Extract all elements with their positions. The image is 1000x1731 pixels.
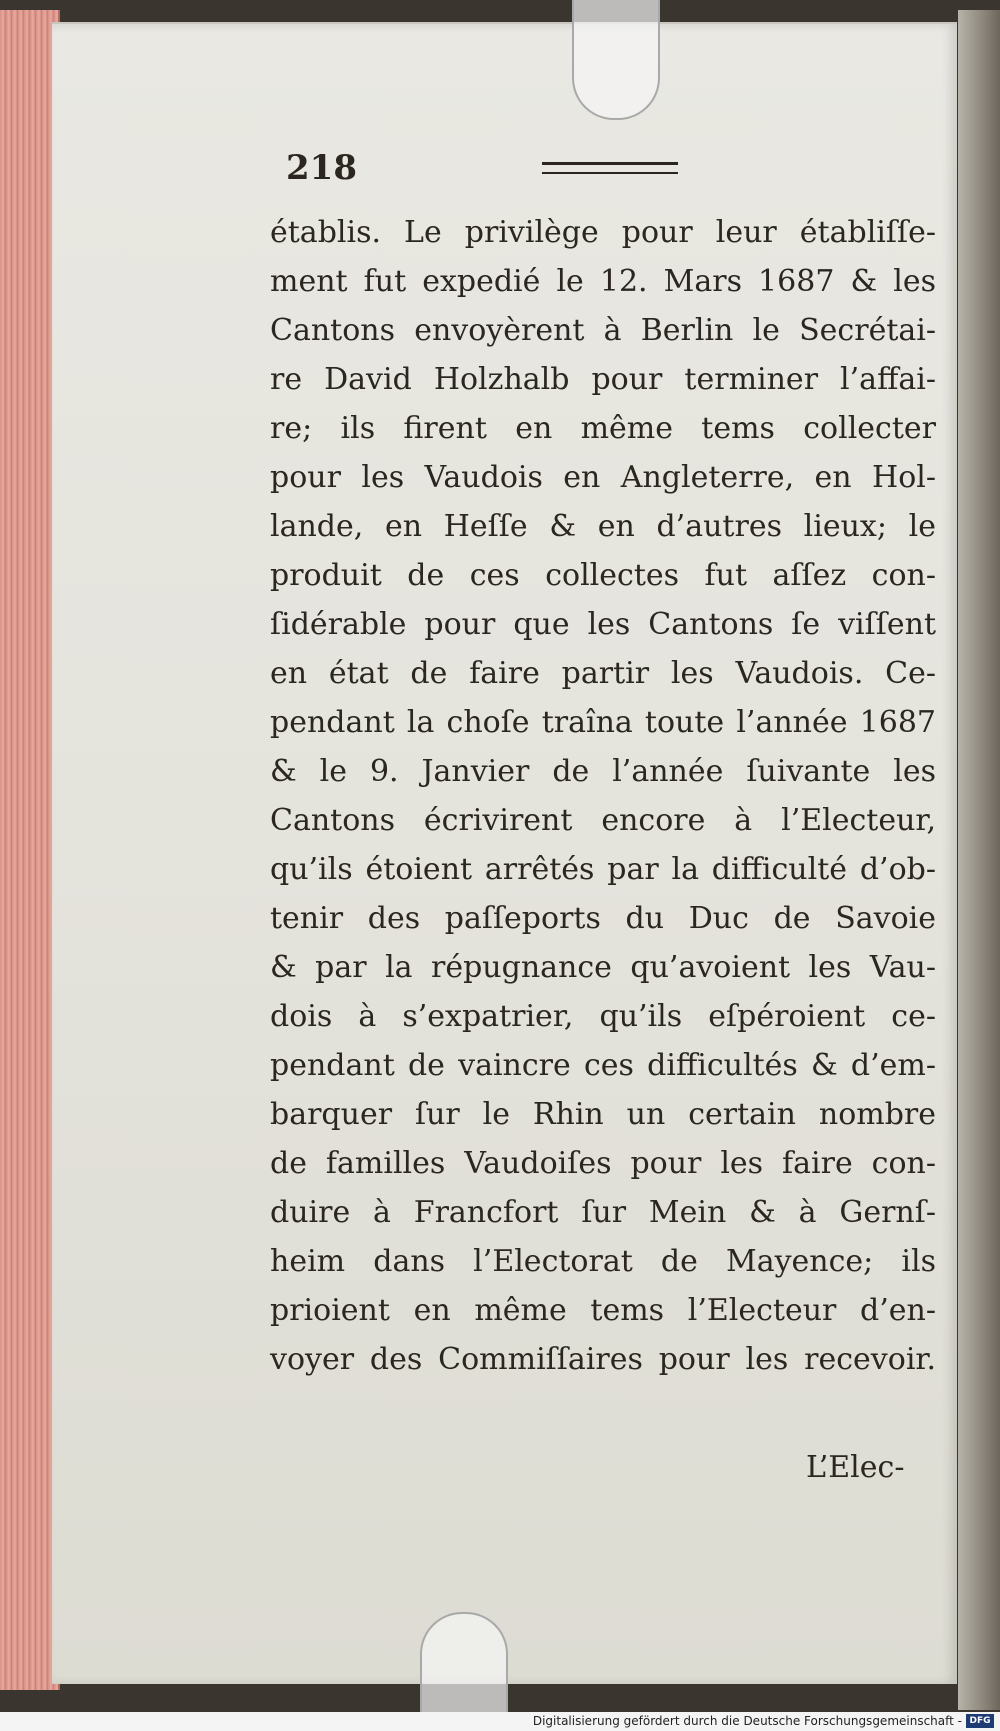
text-line: re David Holzhalb pour terminer l’affai-: [270, 362, 936, 397]
text-line: dois à s’expatrier, qu’ils eſpéroient ce-: [270, 999, 936, 1034]
text-line: produit de ces collectes fut aſſez con-: [270, 558, 936, 593]
text-line: duire à Francfort ſur Mein & à Gernſ-: [270, 1195, 936, 1230]
book-right-edge: [958, 10, 1000, 1710]
page-header: [286, 148, 686, 188]
text-line: heim dans l’Electorat de Mayence; ils: [270, 1244, 936, 1279]
text-line: barquer ſur le Rhin un certain nombre: [270, 1097, 936, 1132]
text-line: & le 9. Janvier de l’année ſuivante les: [270, 754, 936, 789]
text-line: lande, en Heſſe & en d’autres lieux; le: [270, 509, 936, 544]
text-line: de familles Vaudoiſes pour les faire con-: [270, 1146, 936, 1181]
book-page-edges: [0, 10, 60, 1690]
text-line: re; ils firent en même tems collecter: [270, 411, 936, 446]
text-line: qu’ils étoient arrêtés par la difficulté d’ob-: [270, 852, 936, 887]
body-text: [270, 208, 936, 1384]
text-line: en état de faire partir les Vaudois. Ce-: [270, 656, 936, 691]
text-line: pour les Vaudois en Angleterre, en Hol-: [270, 460, 936, 495]
text-line: ment fut expedié le 12. Mars 1687 & les: [270, 264, 936, 299]
page-number: 218: [286, 148, 357, 188]
text-line: pendant de vaincre ces difficultés & d’em-: [270, 1048, 936, 1083]
text-line: ſidérable pour que les Cantons ſe viſſent: [270, 607, 936, 642]
text-line: voyer des Commiſſaires pour les recevoir.: [270, 1342, 936, 1377]
header-rule: [542, 162, 678, 174]
text-line: établis. Le privilège pour leur établiſſe-: [270, 215, 936, 250]
catchword: L’Elec-: [806, 1450, 905, 1485]
text-line: & par la répugnance qu’avoient les Vau-: [270, 950, 936, 985]
dfg-logo-icon: DFG: [966, 1714, 994, 1728]
digitization-footer: [0, 1712, 1000, 1731]
text-line: Cantons écrivirent encore à l’Electeur,: [270, 803, 936, 838]
text-line: prioient en même tems l’Electeur d’en-: [270, 1293, 936, 1328]
funding-credit: Digitalisierung gefördert durch die Deutsche Forschungsgemeinschaft -: [532, 1714, 962, 1728]
text-line: tenir des paſſeports du Duc de Savoie: [270, 901, 936, 936]
text-line: pendant la choſe traîna toute l’année 1687: [270, 705, 936, 740]
page-clip-top: [572, 0, 660, 120]
page-clip-bottom: [420, 1612, 508, 1724]
text-line: Cantons envoyèrent à Berlin le Secrétai-: [270, 313, 936, 348]
